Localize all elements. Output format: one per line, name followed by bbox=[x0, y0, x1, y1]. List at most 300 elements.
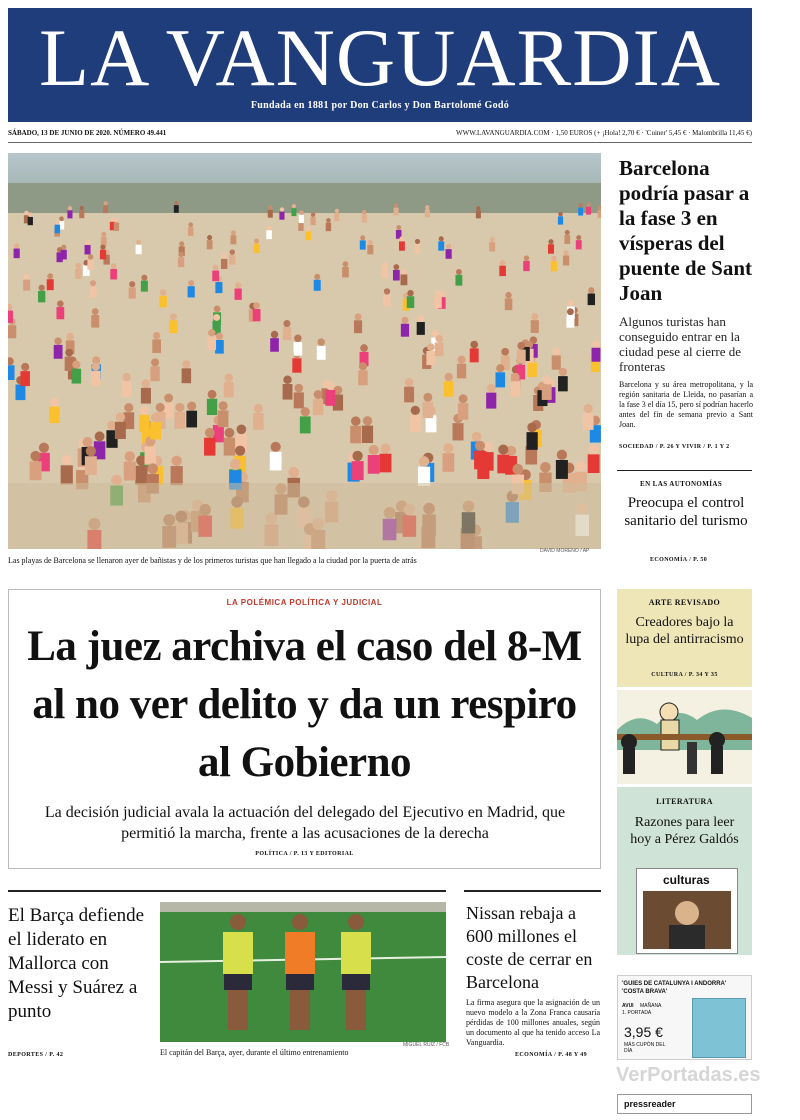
training-image bbox=[160, 902, 446, 1042]
bather-body bbox=[28, 217, 33, 225]
literatura-kicker: LITERATURA bbox=[656, 797, 713, 806]
player-head bbox=[230, 914, 246, 930]
bather-head bbox=[170, 313, 177, 320]
bather-body bbox=[457, 364, 466, 379]
bather-body bbox=[253, 309, 261, 321]
bather-body bbox=[556, 460, 568, 479]
bather-head bbox=[292, 204, 296, 208]
bather-body bbox=[294, 392, 304, 408]
bather-body bbox=[455, 275, 462, 286]
bather-body bbox=[531, 320, 539, 333]
bather-body bbox=[224, 438, 235, 456]
bather-body bbox=[417, 322, 425, 335]
barca-caption: El capitán del Barça, ayer, durante el último entrenamiento bbox=[160, 1048, 349, 1057]
bather-body bbox=[122, 381, 132, 396]
bather-head bbox=[405, 378, 414, 387]
bather-body bbox=[435, 343, 444, 357]
bather-body bbox=[325, 390, 335, 406]
bather-body bbox=[558, 216, 563, 224]
bather-body bbox=[30, 461, 42, 480]
bather-head bbox=[54, 337, 62, 345]
bather-body bbox=[110, 269, 117, 280]
bather-head bbox=[557, 450, 567, 460]
bather-body bbox=[592, 348, 601, 362]
bather-head bbox=[50, 397, 59, 406]
bather-body bbox=[499, 266, 506, 276]
bather-body bbox=[551, 261, 557, 271]
bather-head bbox=[208, 329, 215, 336]
bather-head bbox=[24, 274, 30, 280]
bather-body bbox=[426, 351, 435, 365]
bather-body bbox=[418, 467, 430, 486]
bather-body bbox=[175, 412, 186, 429]
bather-body bbox=[367, 245, 373, 254]
bather-head bbox=[30, 451, 40, 461]
culturas-thumbnail bbox=[636, 868, 738, 954]
bather-head bbox=[294, 335, 301, 342]
bather-head bbox=[59, 216, 64, 221]
bather-head bbox=[476, 206, 480, 210]
bather-body bbox=[254, 244, 260, 253]
bather-body bbox=[188, 227, 194, 236]
bather-head bbox=[156, 403, 165, 412]
lead-headline: La juez archiva el caso del 8-M al no ver delito y da un respiro al Gobierno bbox=[27, 623, 582, 786]
bather-head bbox=[213, 265, 219, 271]
bather-head bbox=[351, 416, 360, 425]
player-legs bbox=[290, 990, 310, 1030]
bather-head bbox=[558, 212, 562, 216]
bather-head bbox=[565, 230, 570, 235]
bather-body bbox=[517, 350, 526, 364]
player-jersey bbox=[223, 932, 253, 974]
bather-body bbox=[393, 270, 400, 281]
bather-head bbox=[136, 240, 141, 245]
bather-head bbox=[363, 416, 372, 425]
bather-head bbox=[124, 403, 133, 412]
bather-body bbox=[576, 240, 582, 249]
bather-body bbox=[159, 296, 166, 308]
bather-head bbox=[425, 205, 429, 209]
bather-head bbox=[175, 403, 184, 412]
bather-body bbox=[207, 399, 217, 415]
bather-body bbox=[598, 210, 601, 218]
lead-kicker: LA POLÉMICA POLÍTICA Y JUDICIAL bbox=[226, 598, 383, 607]
bather-body bbox=[381, 268, 388, 278]
player-jersey bbox=[341, 932, 371, 974]
barca-ref: DEPORTES / P. 42 bbox=[8, 1052, 64, 1058]
autonomias-headline: Preocupa el control sanitario del turismo bbox=[624, 495, 748, 529]
bather-body bbox=[401, 324, 409, 337]
bather-head bbox=[362, 210, 366, 214]
player-legs bbox=[346, 990, 366, 1030]
bather-body bbox=[56, 307, 64, 319]
bottom-rule-left bbox=[8, 890, 446, 892]
bather-head bbox=[164, 394, 173, 403]
bather-head bbox=[280, 207, 284, 211]
bather-head bbox=[221, 253, 227, 259]
bather-body bbox=[178, 257, 184, 267]
bather-body bbox=[438, 241, 444, 250]
bather-body bbox=[352, 461, 364, 480]
bather-body bbox=[101, 237, 107, 246]
bather-body bbox=[526, 432, 537, 450]
bather-head bbox=[382, 262, 388, 268]
bather-head bbox=[393, 264, 399, 270]
dateline-left: SÁBADO, 13 DE JUNIO DE 2020. NÚMERO 49.441 bbox=[8, 129, 167, 137]
bather-body bbox=[85, 456, 97, 475]
bather-head bbox=[254, 404, 263, 413]
bather-body bbox=[314, 280, 321, 291]
bather-body bbox=[342, 267, 349, 277]
beach-crowd-image bbox=[8, 153, 601, 549]
bather-head bbox=[129, 281, 135, 287]
bather-body bbox=[578, 208, 583, 216]
bather-head bbox=[427, 343, 435, 351]
bather-head bbox=[208, 390, 217, 399]
arte-kicker: ARTE REVISADO bbox=[648, 598, 721, 607]
bather-head bbox=[100, 244, 105, 249]
bather-body bbox=[218, 410, 229, 427]
bather-head bbox=[187, 402, 196, 411]
bather-head bbox=[311, 212, 315, 216]
bather-body bbox=[444, 381, 454, 396]
bather-head bbox=[589, 444, 599, 454]
bather-body bbox=[188, 286, 195, 297]
arte-illustration bbox=[617, 690, 752, 784]
bather-head bbox=[47, 273, 53, 279]
bather-body bbox=[67, 210, 72, 218]
bather-body bbox=[136, 245, 142, 254]
bather-head bbox=[496, 364, 504, 372]
bather-body bbox=[224, 382, 234, 397]
bather-body bbox=[292, 358, 301, 372]
bather-head bbox=[231, 230, 236, 235]
bather-body bbox=[55, 225, 60, 234]
bather-head bbox=[66, 333, 73, 340]
comic-illustration bbox=[617, 690, 752, 784]
autonomias-ref: ECONOMÍA / P. 50 bbox=[650, 557, 708, 563]
bather-head bbox=[299, 210, 303, 214]
bather-head bbox=[360, 344, 368, 352]
dateline bbox=[8, 128, 752, 143]
bather-head bbox=[122, 373, 130, 381]
bather-head bbox=[475, 441, 485, 451]
bather-body bbox=[586, 207, 591, 215]
bather-body bbox=[141, 388, 151, 404]
bather-body bbox=[360, 240, 366, 249]
bather-body bbox=[583, 413, 594, 430]
bather-head bbox=[86, 446, 96, 456]
bather-head bbox=[435, 290, 441, 296]
bather-body bbox=[404, 387, 414, 403]
bather-body bbox=[476, 210, 481, 218]
main-photo-caption: Las playas de Barcelona se llenaron ayer de bañistas y de los primeros turistas que han llegado a la ciudad por la puerta de atrás bbox=[8, 556, 417, 565]
bather-head bbox=[125, 451, 135, 461]
bather-head bbox=[531, 313, 538, 320]
bather-head bbox=[423, 393, 432, 402]
bottom-rule-right bbox=[464, 890, 601, 892]
bather-body bbox=[380, 454, 392, 473]
bather-body bbox=[283, 327, 291, 340]
bather-head bbox=[188, 222, 193, 227]
bather-head bbox=[288, 467, 299, 478]
main-photo-credit: DAVID MORENO / AP bbox=[540, 548, 590, 554]
player-jersey bbox=[285, 932, 315, 974]
bather-head bbox=[444, 373, 452, 381]
bather-head bbox=[443, 443, 453, 453]
bather-body bbox=[394, 208, 399, 216]
bather-head bbox=[394, 203, 398, 207]
bather-body bbox=[79, 210, 84, 218]
bather-head bbox=[271, 331, 278, 338]
bather-head bbox=[141, 275, 147, 281]
bather-body bbox=[410, 415, 421, 432]
bather-head bbox=[88, 254, 94, 260]
side-headline: Barcelona podría pasar a la fase 3 en vísperas del puente de Sant Joan bbox=[619, 156, 753, 305]
bather-head bbox=[230, 460, 241, 471]
bather-head bbox=[360, 235, 365, 240]
bather-body bbox=[114, 222, 119, 230]
side-body: Barcelona y su área metropolitana, y la región sanitaria de Lleida, no pasarían a la fase 3 el día 15, pero sí podrían hacerlo antes del fin de semana previo a Sant Joan. bbox=[619, 380, 753, 429]
bather-body bbox=[129, 287, 136, 298]
bather-head bbox=[513, 464, 524, 475]
bather-head bbox=[343, 261, 349, 267]
bather-head bbox=[39, 443, 49, 453]
bather-head bbox=[182, 360, 190, 368]
bather-body bbox=[75, 269, 82, 280]
bather-head bbox=[576, 235, 581, 240]
bather-head bbox=[24, 211, 28, 215]
bather-head bbox=[142, 379, 151, 388]
bather-head bbox=[335, 209, 339, 213]
bather-body bbox=[72, 369, 81, 384]
bather-head bbox=[401, 317, 408, 324]
bather-body bbox=[542, 384, 552, 400]
bather-head bbox=[501, 348, 509, 356]
bather-head bbox=[225, 428, 235, 438]
bather-body bbox=[299, 215, 304, 223]
bather-body bbox=[152, 339, 161, 353]
bather-head bbox=[579, 203, 583, 207]
bather-head bbox=[153, 332, 160, 339]
bather-head bbox=[101, 232, 106, 237]
bather-body bbox=[87, 260, 93, 270]
bather-body bbox=[401, 274, 408, 285]
bather-head bbox=[213, 314, 220, 321]
bather-body bbox=[47, 279, 54, 290]
bather-head bbox=[55, 220, 60, 225]
bather-body bbox=[291, 208, 296, 216]
bather-body bbox=[100, 250, 106, 260]
bather-head bbox=[396, 225, 401, 230]
bather-head bbox=[380, 444, 390, 454]
bather-head bbox=[216, 333, 223, 340]
bather-head bbox=[271, 442, 281, 452]
bather-body bbox=[207, 337, 216, 350]
bather-head bbox=[237, 424, 247, 434]
bather-head bbox=[407, 290, 413, 296]
bather-head bbox=[472, 432, 482, 442]
bather-body bbox=[14, 249, 20, 259]
bather-body bbox=[8, 365, 14, 380]
bather-head bbox=[301, 407, 310, 416]
bather-head bbox=[563, 250, 568, 255]
bather-head bbox=[116, 412, 125, 421]
bather-head bbox=[140, 406, 149, 415]
bather-body bbox=[434, 296, 441, 308]
player-shorts bbox=[224, 974, 252, 990]
lead-deck: La decisión judicial avala la actuación del delegado del Ejecutivo en Madrid, que permitió la marcha, frente a las acusaciones de la derecha bbox=[44, 804, 566, 842]
masthead bbox=[8, 8, 752, 122]
bather-head bbox=[306, 227, 311, 232]
bather-head bbox=[147, 463, 158, 474]
bather-head bbox=[283, 375, 291, 383]
barca-headline: El Barça defiende el liderato en Mallorca con Messi y Suárez a punto bbox=[8, 905, 145, 1022]
bather-head bbox=[540, 462, 551, 473]
bather-head bbox=[490, 237, 495, 242]
bather-body bbox=[497, 455, 509, 474]
player-legs bbox=[228, 990, 248, 1030]
bather-body bbox=[171, 466, 183, 485]
player-shorts bbox=[286, 974, 314, 990]
bather-body bbox=[61, 250, 67, 260]
bather-body bbox=[8, 325, 16, 338]
bather-head bbox=[559, 368, 567, 376]
bather-head bbox=[592, 340, 600, 348]
bather-head bbox=[401, 269, 407, 275]
side-ref: SOCIEDAD / P. 26 Y VIVIR / P. 1 Y 2 bbox=[619, 444, 730, 450]
bather-head bbox=[92, 308, 99, 315]
bather-body bbox=[558, 376, 568, 391]
bather-head bbox=[214, 306, 221, 313]
bather-body bbox=[495, 372, 505, 387]
player-shorts bbox=[342, 974, 370, 990]
bather-body bbox=[174, 205, 179, 213]
promo-line2: MAÑANA bbox=[640, 1003, 662, 1009]
bather-body bbox=[354, 320, 362, 333]
bather-body bbox=[407, 296, 414, 308]
bather-head bbox=[21, 363, 29, 371]
bather-body bbox=[182, 368, 191, 383]
player-head bbox=[292, 914, 308, 930]
bather-head bbox=[65, 349, 73, 357]
bather-body bbox=[89, 286, 96, 297]
bather-head bbox=[527, 422, 537, 432]
bather-head bbox=[294, 384, 303, 393]
bather-body bbox=[253, 413, 264, 430]
pressreader-badge bbox=[617, 1094, 752, 1114]
dateline-right: WWW.LAVANGUARDIA.COM · 1,50 EUROS (+ ¡Hola! 2,70 € · 'Cuiner' 5,45 € · Malombrilla 11,45 €) bbox=[456, 129, 752, 137]
literatura-headline: Razones para leer hoy a Pérez Galdós bbox=[630, 815, 739, 847]
bather-head bbox=[568, 300, 575, 307]
bather-body bbox=[300, 416, 311, 433]
bather-head bbox=[174, 201, 178, 205]
bather-body bbox=[383, 295, 390, 307]
bather-head bbox=[415, 239, 420, 244]
bather-head bbox=[68, 206, 72, 210]
bather-head bbox=[511, 373, 519, 381]
bather-body bbox=[368, 455, 380, 474]
bather-head bbox=[517, 342, 525, 350]
bather-body bbox=[169, 320, 177, 333]
bather-body bbox=[91, 371, 101, 386]
autonomias-kicker: EN LAS AUTONOMÍAS bbox=[640, 480, 723, 488]
culturas-label: culturas bbox=[663, 873, 710, 887]
bather-body bbox=[310, 217, 315, 225]
masthead-title: LA VANGUARDIA bbox=[39, 12, 721, 103]
bather-body bbox=[20, 371, 30, 386]
bather-head bbox=[151, 358, 159, 366]
bather-body bbox=[425, 210, 430, 218]
bather-body bbox=[486, 393, 496, 409]
bather-head bbox=[524, 255, 530, 261]
bather-head bbox=[160, 289, 166, 295]
bather-body bbox=[215, 282, 222, 293]
bather-head bbox=[230, 249, 235, 254]
bather-body bbox=[317, 346, 326, 360]
bather-head bbox=[188, 280, 194, 286]
arte-ref: CULTURA / P. 34 Y 35 bbox=[651, 672, 718, 678]
bather-head bbox=[586, 203, 590, 207]
bather-head bbox=[317, 338, 325, 346]
bather-head bbox=[80, 206, 84, 210]
bather-body bbox=[362, 426, 373, 443]
bather-head bbox=[487, 384, 496, 393]
bather-body bbox=[358, 370, 368, 385]
bather-body bbox=[523, 261, 529, 271]
bather-body bbox=[548, 244, 554, 253]
bather-head bbox=[85, 240, 90, 245]
galdos-portrait bbox=[637, 869, 737, 953]
bather-head bbox=[446, 244, 451, 249]
bather-body bbox=[150, 366, 159, 381]
bather-body bbox=[270, 452, 282, 471]
bather-head bbox=[584, 404, 593, 413]
bather-body bbox=[470, 348, 479, 362]
bather-head bbox=[459, 394, 468, 403]
nissan-body: La firma asegura que la asignación de un nuevo modelo a la Zona Franca causaría pérdidas de 100 millones anuales, según un documento al que ha tenido acceso La Vanguardia. bbox=[466, 998, 600, 1047]
bather-body bbox=[124, 462, 136, 481]
watermark: VerPortadas.es bbox=[616, 1064, 761, 1086]
bather-head bbox=[39, 285, 45, 291]
arte-headline: Creadores bajo la lupa del antirracismo bbox=[625, 615, 744, 647]
bather-head bbox=[456, 269, 462, 275]
bather-body bbox=[204, 438, 215, 456]
bather-body bbox=[150, 422, 161, 439]
bather-body bbox=[326, 223, 331, 231]
bather-head bbox=[411, 406, 420, 415]
bather-head bbox=[254, 238, 259, 243]
side-divider bbox=[617, 470, 752, 471]
bather-body bbox=[453, 423, 464, 440]
bather-body bbox=[23, 280, 30, 291]
bather-body bbox=[38, 291, 45, 302]
bather-head bbox=[103, 201, 107, 205]
bather-head bbox=[588, 287, 594, 293]
bather-body bbox=[54, 345, 63, 359]
bather-head bbox=[235, 282, 241, 288]
nissan-headline: Nissan rebaja a 600 millones el coste de cerrar en Barcelona bbox=[466, 903, 593, 992]
bather-head bbox=[178, 252, 183, 257]
bather-body bbox=[505, 298, 513, 310]
bather-body bbox=[298, 222, 303, 230]
bather-head bbox=[551, 256, 557, 262]
bather-head bbox=[110, 217, 115, 222]
bather-body bbox=[528, 362, 537, 377]
bather-head bbox=[207, 235, 212, 240]
bather-head bbox=[111, 263, 117, 269]
bather-body bbox=[588, 454, 600, 473]
